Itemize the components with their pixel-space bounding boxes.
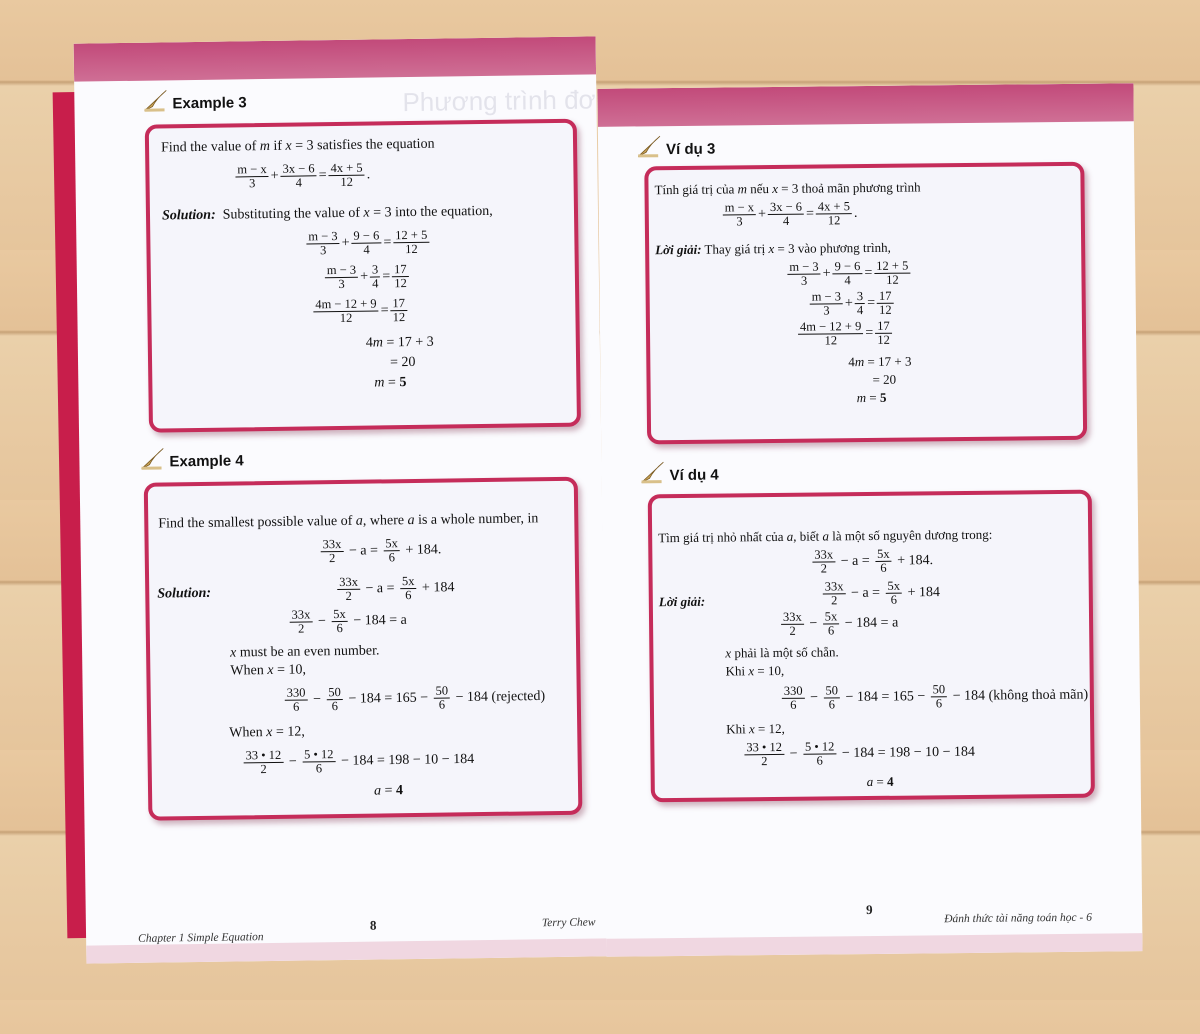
problem-text: Tìm giá trị nhỏ nhất của a, biết a là một số nguyên dương trong: [658,526,993,546]
footer-series: Đánh thức tài năng toán học - 6 [944,911,1093,926]
calc-x-12: $\frac{33 • 12}{2}$ − $\frac{5 • 12}{6}$ − 184 = 198 − 10 − 184 [746,739,976,769]
equation: $\frac{33x}{2}$ − a = $\frac{5x}{6}$ + 184. [814,546,934,576]
right-page [597,83,1142,957]
calc-x-10: $\frac{330}{6}$ − $\frac{50}{6}$ − 184 = 165 − $\frac{50}{6}$ − 184 (rejected) [286,683,546,714]
footer-band [606,933,1142,957]
step-1: $\frac{33x}{2}$ − a = $\frac{5x}{6}$ + 184 [824,578,941,608]
equation: $\frac{m - x}{3}$ + $\frac{3x - 6}{4}$ = $\frac{4x + 5}{12}$ . [724,199,858,229]
left-page [74,36,609,963]
page-number: 8 [369,917,377,933]
quill-icon [636,134,662,158]
example-4-heading [639,460,718,485]
equation: $\frac{m - x}{3}$ + $\frac{3x - 6}{4}$ = $\frac{4x + 5}{12}$ . [237,160,371,191]
quill-icon [142,88,168,112]
quill-icon [639,460,665,484]
step-1: $\frac{m - 3}{3}$ + $\frac{9 - 6}{4}$ = $\frac{12 + 5}{12}$ [304,229,431,258]
step-3: $\frac{4m - 12 + 9}{12}$ = $\frac{17}{12}$ [315,296,406,325]
top-band [74,36,596,81]
answer: a = 4 [866,773,894,790]
step-6: m = 5 [374,375,407,391]
example-4-title: Example 4 [169,452,244,471]
ghost-show-through: Phương trình đơ [402,84,596,118]
solution-label: Lời giải: [658,593,706,610]
top-band [597,83,1133,127]
when-x-12: Khi x = 12, [726,720,785,737]
footer-author: Terry Chew [541,916,596,930]
note: x phải là một số chẵn. [725,644,839,661]
page-number: 9 [866,901,873,918]
example-4-title: Ví dụ 4 [669,466,719,485]
solution-label: Solution: [157,585,212,602]
footer-chapter: Chapter 1 Simple Equation [138,931,264,945]
example-4-heading [139,445,244,470]
solution-line: Lời giải: Thay giá trị x = 3 vào phương trình, [655,239,891,258]
example-3-heading [636,134,715,159]
when-x-10: When x = 10, [230,662,307,679]
step-1: $\frac{m - 3}{3}$ + $\frac{9 - 6}{4}$ = $\frac{12 + 5}{12}$ [785,260,912,288]
calc-x-12: $\frac{33 • 12}{2}$ − $\frac{5 • 12}{6}$ − 184 = 198 − 10 − 184 [245,747,475,777]
example-3-title: Example 3 [172,94,247,113]
step-2: $\frac{33x}{2}$ − $\frac{5x}{6}$ − 184 = a [291,606,407,636]
step-3: $\frac{4m - 12 + 9}{12}$ = $\frac{17}{12}$ [799,318,890,348]
step-5: = 20 [872,371,897,387]
step-6: m = 5 [856,389,887,406]
calc-x-10: $\frac{330}{6}$ − $\frac{50}{6}$ − 184 = 165 − $\frac{50}{6}$ − 184 (không thoả mãn) [783,682,1089,712]
problem-text: Tính giá trị của m nếu x = 3 thoả mãn phương trình [654,179,921,198]
when-x-10: Khi x = 10, [725,662,785,679]
solution-line: Solution: Substituting the value of x = 3 into the equation, [161,203,493,224]
step-2: $\frac{m - 3}{3}$ + $\frac{3}{4}$ = $\frac{17}{12}$ [811,288,892,318]
answer: a = 4 [373,783,404,799]
quill-icon [139,446,165,470]
problem-text: Find the smallest possible value of a, where a is a whole number, in [158,511,539,532]
step-1: $\frac{33x}{2}$ − a = $\frac{5x}{6}$ + 184 [339,573,455,603]
step-4: 4m = 17 + 3 [365,334,434,351]
step-4: 4m = 17 + 3 [848,353,912,370]
problem-text: Find the value of m if x = 3 satisfies the equation [160,136,435,156]
example-3-heading [142,87,247,112]
step-5: = 20 [389,354,416,371]
note: x must be an even number. [230,643,380,661]
equation: $\frac{33x}{2}$ − a = $\frac{5x}{6}$ + 184. [322,536,442,566]
example-3-title: Ví dụ 3 [666,140,716,159]
when-x-12: When x = 12, [229,724,305,741]
step-2: $\frac{m - 3}{3}$ + $\frac{3}{4}$ = $\frac{17}{12}$ [326,262,407,292]
step-2: $\frac{33x}{2}$ − $\frac{5x}{6}$ − 184 = a [782,609,899,638]
